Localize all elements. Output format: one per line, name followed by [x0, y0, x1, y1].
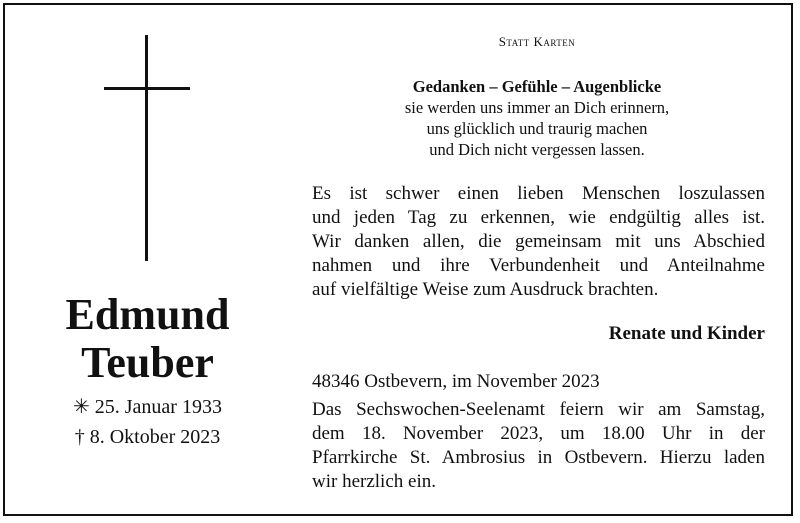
- text-line: Das Sechswochen-Seelenamt feiern wir am Samstag,: [312, 399, 765, 420]
- poem-line: sie werden uns immer an Dich erinnern,: [404, 98, 670, 117]
- text-line: Pfarrkirche St. Ambrosius in Ostbevern. Hierzu laden: [312, 447, 765, 468]
- header-statt-karten: Statt Karten: [498, 34, 576, 49]
- poem-line: und Dich nicht vergessen lassen.: [429, 140, 645, 159]
- text-line: nahmen und ihre Verbundenheit und Anteilnahme: [312, 255, 765, 276]
- text-line: dem 18. November 2023, um 18.00 Uhr in der: [312, 423, 765, 444]
- signature: Renate und Kinder: [608, 323, 765, 344]
- death-date: † 8. Oktober 2023: [74, 426, 221, 448]
- poem-line: uns glücklich und traurig machen: [426, 119, 648, 138]
- text-line: auf vielfältige Weise zum Ausdruck brachten.: [312, 279, 659, 300]
- thanks-paragraph: [312, 182, 765, 302]
- text-line: und jeden Tag zu erkennen, wie endgültig alles ist.: [312, 207, 765, 228]
- text-line: Es ist schwer einen lieben Menschen loszulassen: [312, 183, 765, 204]
- cross-icon: [145, 35, 148, 261]
- text-line: wir herzlich ein.: [312, 471, 436, 492]
- poem: [312, 76, 762, 160]
- deceased-last-name: Teuber: [81, 338, 214, 387]
- place-date: 48346 Ostbevern, im November 2023: [312, 371, 600, 392]
- cross-icon-bar: [104, 87, 190, 90]
- mass-paragraph: [312, 398, 765, 494]
- poem-line: Gedanken – Gefühle – Augenblicke: [412, 77, 662, 96]
- deceased-first-name: Edmund: [65, 290, 230, 339]
- birth-date: ✳ 25. Januar 1933: [73, 396, 222, 418]
- text-line: Wir danken allen, die gemeinsam mit uns Abschied: [312, 231, 765, 252]
